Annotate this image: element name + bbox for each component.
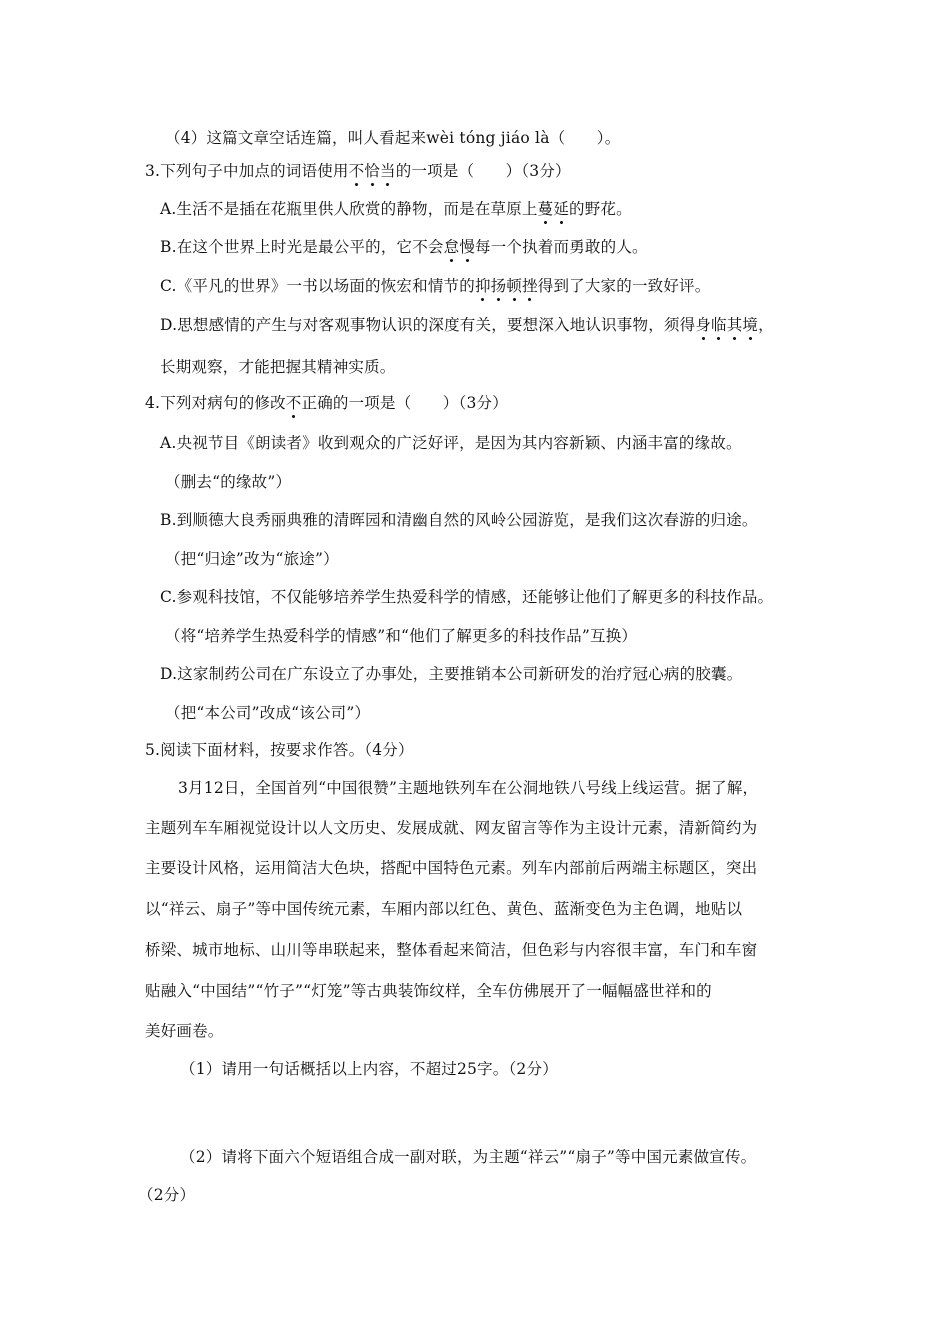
dotted-char: 顿 (506, 277, 523, 295)
q3d-text-b: ， (758, 316, 774, 334)
q4-option-c-fix: （将“培养学生热爱科学的情感”和“他们了解更多的科技作品”互换） (165, 627, 638, 645)
q4-option-c: C.参观科技馆，不仅能够培养学生热爱科学的情感，还能够让他们了解更多的科技作品。 (160, 588, 774, 606)
q4-option-a: A.央视节目《朗读者》收到观众的广泛好评，是因为其内容新颖、内涵丰富的缘故。 (160, 434, 742, 452)
passage-line-2: 主题列车车厢视觉设计以人文历史、发展成就、网友留言等作为主设计元素，清新简约为 (145, 819, 758, 837)
dotted-char: 境 (742, 316, 759, 334)
dotted-char: 挫 (522, 277, 538, 295)
q3d-text-a: D.思想感情的产生与对客观事物认识的深度有关，要想深入地认识事物，须得 (160, 316, 696, 334)
q3c-text-a: C.《平凡的世界》一书以场面的恢宏和情节的 (160, 277, 475, 295)
dotted-char: 不 (348, 162, 365, 180)
q3-text-a: 3.下列句子中加点的词语使用 (145, 162, 349, 180)
q3b-text-b: 每一个执着而勇敢的人。 (475, 238, 648, 256)
q3-option-c (160, 276, 710, 296)
q4-option-d-fix: （把“本公司”改成“该公司”） (165, 704, 371, 722)
dotted-char: 临 (711, 316, 727, 334)
q5-subitem-2: （2）请将下面六个短语组合成一副对联，为主题“祥云”“扇子”等中国元素做宣传。 (180, 1148, 757, 1166)
dotted-char: 扬 (490, 277, 507, 295)
q5-subitem-1: （1）请用一句话概括以上内容，不超过25字。（2分） (180, 1060, 558, 1078)
dotted-char: 抑 (474, 277, 491, 295)
passage-line-5: 桥梁、城市地标、山川等串联起来，整体看起来简洁，但色彩与内容很丰富，车门和车窗 (145, 941, 758, 959)
passage-line-4: 以“祥云、扇子”等中国传统元素，车厢内部以红色、黄色、蓝渐变色为主色调，地贴以 (145, 900, 743, 918)
q3-option-b (160, 237, 648, 257)
q4-text-a: 4.下列对病句的修改 (145, 394, 286, 412)
dotted-char: 怠 (443, 238, 460, 256)
q4-option-b-fix: （把“归途”改为“旅途”） (165, 550, 339, 568)
question-4-stem (145, 393, 508, 413)
q3-option-d (160, 315, 774, 335)
q3b-text-a: B.在这个世界上时光是最公平的，它不会 (160, 238, 444, 256)
q3a-text-b: 的野花。 (569, 200, 632, 218)
q2-subitem-4: （4）这篇文章空话连篇，叫人看起来wèi tóng jiáo là（ ）。 (165, 129, 621, 147)
question-5-stem: 5.阅读下面材料，按要求作答。（4分） (145, 741, 414, 759)
q3a-text-a: A.生活不是插在花瓶里供人欣赏的静物，而是在草原上 (160, 200, 538, 218)
dotted-char: 不 (285, 394, 302, 412)
q3-option-d-cont: 长期观察，才能把握其精神实质。 (160, 358, 396, 376)
passage-line-3: 主要设计风格，运用简洁大色块，搭配中国特色元素。列车内部前后两端主标题区，突出 (145, 859, 758, 877)
passage-line-1: 3月12日，全国首列“中国很赞”主题地铁列车在公洞地铁八号线上线运营。据了解， (178, 779, 759, 797)
dotted-char: 延 (553, 200, 570, 218)
q4-text-b: 正确的一项是（ ）（3分） (301, 394, 508, 412)
q5-subitem-2-score: （2分） (138, 1186, 196, 1204)
q4-option-a-fix: （删去“的缘故”） (165, 473, 292, 491)
q3c-text-b: 得到了大家的一致好评。 (537, 277, 711, 295)
dotted-char: 身 (695, 316, 712, 334)
dotted-char: 其 (726, 316, 743, 334)
q4-option-b: B.到顺德大良秀丽典雅的清晖园和清幽自然的风岭公园游览，是我们这次春游的归途。 (160, 511, 758, 529)
q3-option-a (160, 199, 632, 219)
passage-line-7: 美好画卷。 (145, 1022, 224, 1040)
dotted-char: 当 (380, 162, 396, 180)
passage-line-6: 贴融入“中国结”“竹子”“灯笼”等古典装饰纹样，全车仿佛展开了一幅幅盛世祥和的 (145, 982, 712, 1000)
question-3-stem (145, 161, 571, 181)
dotted-char: 慢 (459, 238, 476, 256)
q3-text-b: 的一项是（ ）（3分） (395, 162, 571, 180)
dotted-char: 蔓 (537, 200, 554, 218)
q4-option-d: D.这家制药公司在广东设立了办事处，主要推销本公司新研发的治疗冠心病的胶囊。 (160, 665, 743, 683)
dotted-char: 恰 (364, 162, 380, 180)
